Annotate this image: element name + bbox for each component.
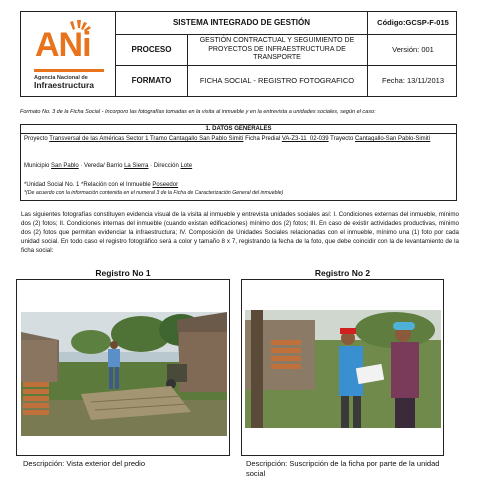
unidad-label: *Unidad Social No. 1 *Relación con el Inmueble [24,182,153,188]
proyecto-label: Proyecto [24,136,50,142]
trayecto-label: Trayecto [328,136,355,142]
proyecto-value: Transversal de las Américas Sector 1 Tramo Cantagallo San Pablo Simití [49,136,244,142]
header-table [20,11,457,97]
registro-1-description: Descripción: Vista exterior del predio [23,459,146,468]
registro-2-description: Descripción: Suscripción de la ficha por parte de la unidad social [246,459,440,478]
intro-text: Formato No. 3 de la Ficha Social - Incorporo las fotografías tomadas en la visita al inmueble y en la entrevista a unidades sociales, según el caso: [20,109,376,115]
registro-2-title: Registro No 2 [314,268,371,278]
vereda-label: · Vereda/ Barrio [78,163,125,169]
registro-1-photo [21,312,227,436]
municipio-line [24,162,454,170]
datos-title: 1. DATOS GENERALES [21,125,456,134]
ani-logo [21,12,115,96]
ficha-value: VA-Z3-11_02-039 [281,136,329,142]
datos-note: *(De acuerdo con la información contenida en el numeral 3 de la Ficha de Caracterización General del inmueble) [24,190,284,196]
unidad-value: Poseedor [152,182,179,188]
ficha-label: Ficha Predial [243,136,282,142]
trayecto-value: Cantagallo-San Pablo-Simití [354,136,431,142]
vereda-value: La Sierra [124,163,149,169]
registro-2-photo [245,310,441,428]
fecha: Fecha: 13/11/2013 [382,76,444,85]
logo-subtitle-1: Agencia Nacional de [34,75,88,81]
formato-value: FICHA SOCIAL - REGISTRO FOTOGRAFICO [199,76,355,85]
direccion-value: Lote [180,163,193,169]
formato-label: FORMATO [131,76,172,85]
proyecto-line [24,135,454,144]
municipio-label: Municipio [24,163,52,169]
proceso-value: GESTIÓN CONTRACTUAL Y SEGUIMIENTO DE PROYECTOS DE INFRAESTRUCTURA DE TRANSPORTE [199,37,355,62]
proceso-label: PROCESO [131,45,172,54]
logo-bar [34,69,104,72]
logo-subtitle-2: Infraestructura [34,80,94,90]
unidad-line [24,181,454,189]
system-title: SISTEMA INTEGRADO DE GESTIÓN [172,18,311,27]
evidence-paragraph: Las siguientes fotografías constituyen evidencia visual de la visita al inmueble y entrevista unidades sociales así: I. Condiciones externas del inmueble, mínimo dos (2) fotos; II. Condiciones internas del inmueble (cuando existan edificaciones) mínimo dos (2) fotos; III. En caso de existir actividades productivas, mínimo dos (2) fotos que permitan evidenciar la infraestructura; IV. Composición de Unidades Sociales relacionadas con el inmueble, mínimo una (1) foto por cada unidad social. En todo caso el registro fotográfico será a color y tamaño 8 x 7, registrando la fecha de la foto, que debe coincidir con la de levantamiento de la ficha social: [21,211,459,254]
datos-generales-box [20,124,457,201]
registro-1-title: Registro No 1 [95,268,151,278]
logo-text: ANi [35,26,91,64]
version: Versión: 001 [392,45,434,54]
direccion-label: · Dirección [148,163,181,169]
municipio-value: San Pablo [51,163,79,169]
doc-code: Código:GCSP-F-015 [377,18,449,27]
